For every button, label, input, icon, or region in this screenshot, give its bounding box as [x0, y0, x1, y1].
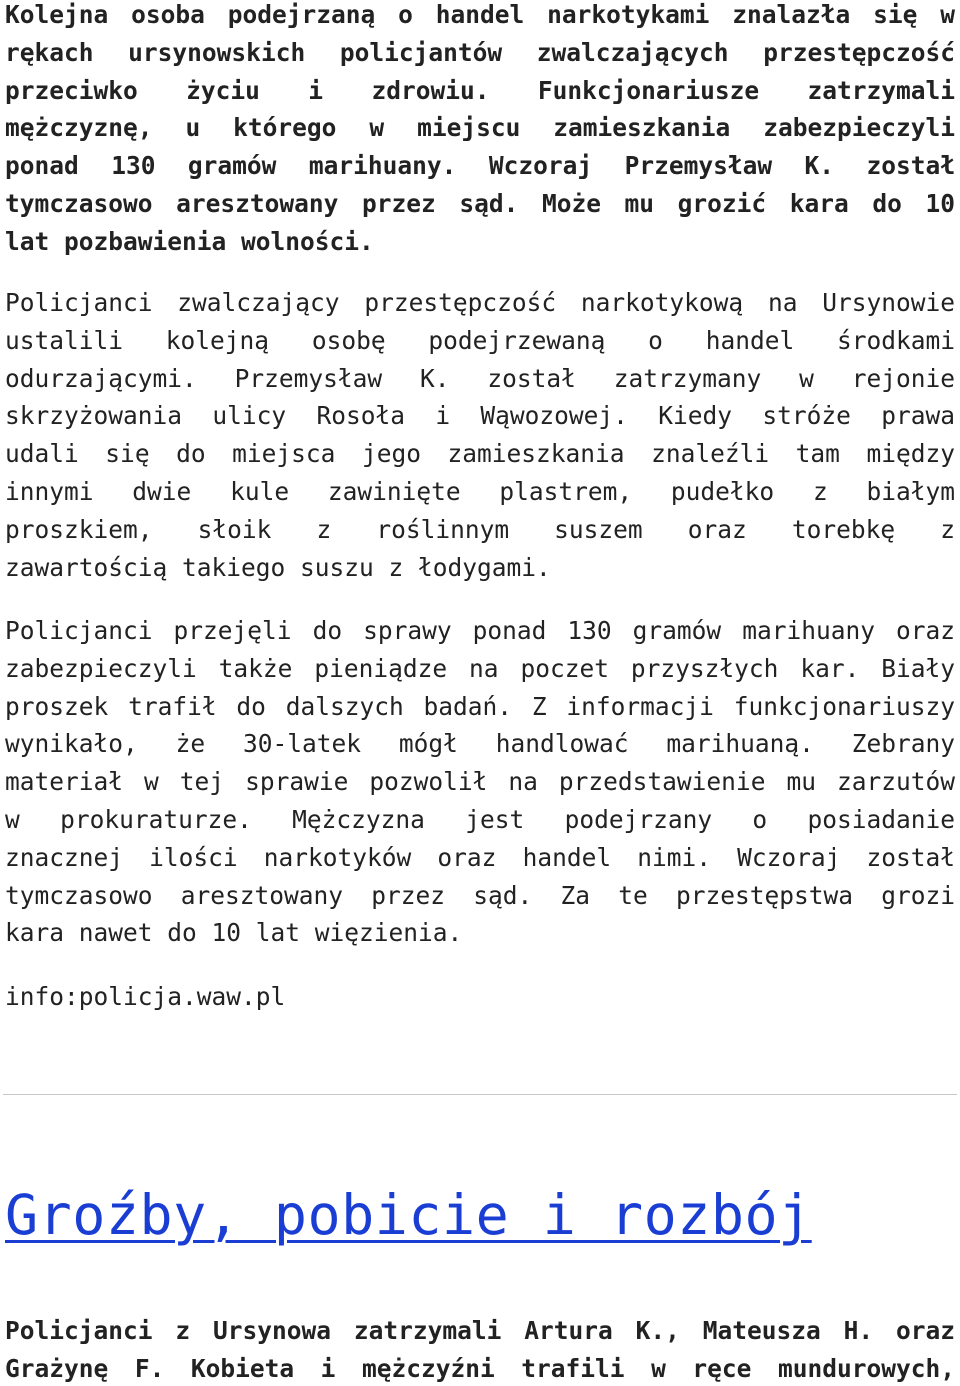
- text-line: materiał w tej sprawie pozwolił na przedstawienie mu zarzutów: [5, 767, 955, 797]
- text-line: w prokuraturze. Mężczyzna jest podejrzany o posiadanie: [5, 804, 955, 834]
- text-line: rękach ursynowskich policjantów zwalczających przestępczość: [5, 37, 955, 67]
- text-line: kara nawet do 10 lat więzienia.: [5, 918, 463, 948]
- article-title-link[interactable]: Groźby, pobicie i rozbój: [5, 1183, 812, 1247]
- text-line: tymczasowo aresztowany przez sąd. Za te przestępstwa grozi: [5, 880, 955, 910]
- text-line: przeciwko życiu i zdrowiu. Funkcjonariusze zatrzymali: [5, 75, 955, 105]
- text-line: udali się do miejsca jego zamieszkania znaleźli tam między: [5, 439, 955, 469]
- article-paragraph: [5, 284, 955, 586]
- text-line: Policjanci przejęli do sprawy ponad 130 gramów marihuany oraz: [5, 616, 955, 645]
- text-line: ponad 130 gramów marihuany. Wczoraj Przemysław K. został: [5, 151, 955, 181]
- text-line: proszkiem, słoik z roślinnym suszem oraz torebkę z: [5, 514, 955, 544]
- text-line: wynikało, że 30-latek mógł handlować marihuaną. Zebrany: [5, 729, 955, 759]
- text-line: lat pozbawienia wolności.: [5, 226, 374, 256]
- article-paragraph: [5, 612, 955, 952]
- text-line: proszek trafił do dalszych badań. Z informacji funkcjonariuszy: [5, 691, 955, 721]
- text-line: innymi dwie kule zawinięte plastrem, pudełko z białym: [5, 476, 955, 506]
- text-line: zabezpieczyli także pieniądze na poczet przyszłych kar. Biały: [5, 653, 955, 683]
- text-line: Policjanci z Ursynowa zatrzymali Artura K., Mateusza H. oraz: [5, 1316, 955, 1345]
- text-line: odurzającymi. Przemysław K. został zatrzymany w rejonie: [5, 363, 955, 393]
- text-line: ustalili kolejną osobę podejrzewaną o handel środkami: [5, 325, 955, 355]
- text-line: znacznej ilości narkotyków oraz handel nimi. Wczoraj został: [5, 842, 955, 872]
- article-lead: [5, 0, 955, 261]
- text-line: Policjanci zwalczający przestępczość narkotykową na Ursynowie: [5, 288, 955, 317]
- text-line: Grażynę F. Kobieta i mężczyźni trafili w ręce mundurowych,: [5, 1353, 955, 1383]
- source-text: info:policja.waw.pl: [5, 982, 286, 1011]
- article-source: [5, 978, 955, 1016]
- article-divider: [3, 1094, 957, 1095]
- text-line: tymczasowo aresztowany przez sąd. Może mu grozić kara do 10: [5, 188, 955, 218]
- text-line: Kolejna osoba podejrzaną o handel narkotykami znalazła się w: [5, 0, 955, 29]
- text-line: skrzyżowania ulicy Rosoła i Wąwozowej. Kiedy stróże prawa: [5, 401, 955, 431]
- text-line: mężczyznę, u którego w miejscu zamieszkania zabezpieczyli: [5, 113, 955, 143]
- article-lead: [5, 1312, 955, 1386]
- text-line: zawartością takiego suszu z łodygami.: [5, 552, 551, 582]
